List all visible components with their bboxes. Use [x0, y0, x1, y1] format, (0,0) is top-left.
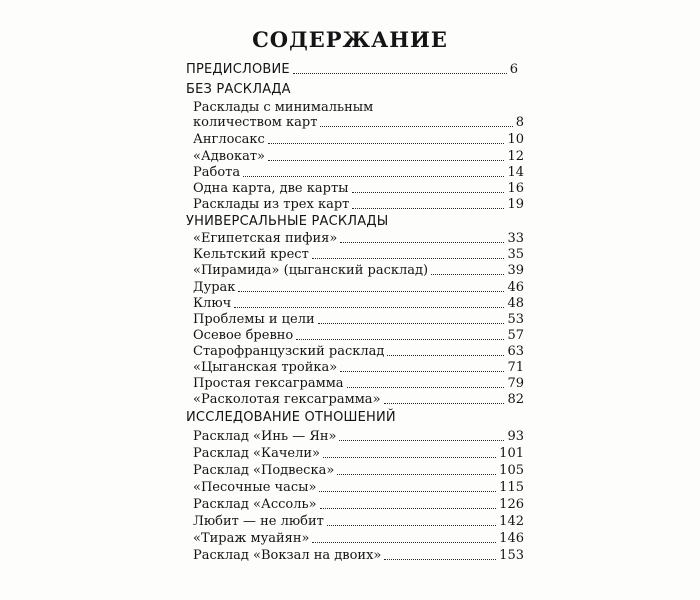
toc-entry-label: Расклад «Ассоль» — [193, 497, 317, 512]
toc-entry-page: 115 — [499, 480, 524, 495]
dot-leader — [243, 176, 504, 177]
toc-entry — [193, 478, 524, 496]
section-heading: УНИВЕРСАЛЬНЫЕ РАСКЛАДЫ — [186, 214, 389, 229]
dot-leader — [234, 307, 504, 308]
toc-entry-label: Любит — не любит — [193, 514, 324, 529]
toc-entry-label: Расклад «Инь — Ян» — [193, 429, 337, 444]
dot-leader — [384, 403, 505, 404]
toc-entry-label: Работа — [193, 165, 241, 180]
toc-entry-label: Проблемы и цели — [193, 312, 315, 327]
dot-leader — [340, 242, 504, 243]
toc-entry-page: 101 — [499, 446, 524, 461]
dot-leader — [352, 208, 504, 209]
toc-entry-page: 6 — [509, 62, 518, 77]
toc-entry — [193, 444, 524, 462]
toc-entry-page: 153 — [499, 548, 524, 563]
toc-entry-page: 53 — [507, 312, 524, 327]
dot-leader — [347, 387, 505, 388]
toc-entry-label: ПРЕДИСЛОВИЕ — [186, 62, 290, 77]
toc-entry-page: 33 — [507, 231, 524, 246]
toc-entry-label: «Тираж муайян» — [193, 531, 310, 546]
dot-leader — [340, 371, 504, 372]
toc-entry — [193, 390, 524, 408]
toc-entry-label: количеством карт — [193, 115, 318, 130]
section-heading: ИССЛЕДОВАНИЕ ОТНОШЕНИЙ — [186, 410, 396, 425]
dot-leader — [296, 339, 504, 340]
toc-entry-page: 126 — [499, 497, 524, 512]
dot-leader — [337, 474, 496, 475]
toc-entry-page: 46 — [507, 280, 524, 295]
dot-leader — [312, 542, 496, 543]
toc-entry-page: 93 — [507, 429, 524, 444]
toc-entry — [193, 461, 524, 479]
dot-leader — [268, 143, 505, 144]
dot-leader — [387, 355, 504, 356]
dot-leader — [293, 73, 507, 74]
toc-entry-label: Расклады из трех карт — [193, 197, 350, 212]
toc-entry-page: 10 — [507, 132, 524, 147]
toc-entry-page: 82 — [507, 392, 524, 407]
page-title: СОДЕРЖАНИЕ — [252, 27, 448, 52]
dot-leader — [318, 323, 505, 324]
toc-entry — [193, 546, 524, 564]
toc-entry-label: Расклад «Вокзал на двоих» — [193, 548, 382, 563]
toc-entry-page: 71 — [507, 360, 524, 375]
toc-entry-label: Простая гексаграмма — [193, 376, 344, 391]
toc-entry-label: Расклад «Качели» — [193, 446, 320, 461]
dot-leader — [320, 508, 497, 509]
toc-entry-page: 14 — [507, 165, 524, 180]
toc-entry-page: 39 — [507, 263, 524, 278]
toc-entry-label: Осевое бревно — [193, 328, 294, 343]
toc-entry-label: «Цыганская тройка» — [193, 360, 338, 375]
toc-entry-label-line1: Расклады с минимальным — [193, 100, 374, 115]
dot-leader — [268, 160, 504, 161]
dot-leader — [431, 274, 504, 275]
toc-entry-label: Старофранцузский расклад — [193, 344, 385, 359]
toc-entry — [193, 529, 524, 547]
toc-entry — [193, 113, 524, 131]
toc-entry — [193, 427, 524, 445]
dot-leader — [323, 457, 496, 458]
toc-entry-preface — [186, 60, 518, 78]
toc-entry — [193, 195, 524, 213]
toc-entry-label: Ключ — [193, 296, 232, 311]
dot-leader — [339, 440, 504, 441]
toc-entry-page: 142 — [499, 514, 524, 529]
toc-entry-page: 105 — [499, 463, 524, 478]
toc-entry — [193, 512, 524, 530]
toc-entry-page: 35 — [507, 247, 524, 262]
toc-entry-label: «Египетская пифия» — [193, 231, 338, 246]
toc-entry-label: Дурак — [193, 280, 236, 295]
toc-entry-label: «Расколотая гексаграмма» — [193, 392, 381, 407]
dot-leader — [384, 559, 496, 560]
toc-entry-page: 146 — [499, 531, 524, 546]
toc-entry-label: «Пирамида» (цыганский расклад) — [193, 263, 429, 278]
dot-leader — [352, 192, 505, 193]
toc-entry — [193, 261, 524, 279]
toc-entry — [193, 495, 524, 513]
toc-entry-page: 57 — [507, 328, 524, 343]
dot-leader — [327, 525, 496, 526]
toc-entry-page: 19 — [507, 197, 524, 212]
section-heading: БЕЗ РАСКЛАДА — [186, 82, 291, 97]
toc-entry-label: Англосакс — [193, 132, 265, 147]
toc-entry-page: 63 — [507, 344, 524, 359]
toc-entry-page: 12 — [507, 149, 524, 164]
toc-entry-label: Кельтский крест — [193, 247, 309, 262]
toc-entry-label: Расклад «Подвеска» — [193, 463, 335, 478]
toc-entry-page: 48 — [507, 296, 524, 311]
toc-entry — [193, 130, 524, 148]
toc-entry-page: 16 — [507, 181, 524, 196]
dot-leader — [319, 491, 496, 492]
dot-leader — [320, 126, 512, 127]
dot-leader — [238, 291, 504, 292]
toc-entry-page: 79 — [507, 376, 524, 391]
dot-leader — [312, 258, 505, 259]
toc-entry-page: 8 — [515, 115, 524, 130]
toc-entry-label: Одна карта, две карты — [193, 181, 349, 196]
toc-entry-label: «Песочные часы» — [193, 480, 317, 495]
toc-entry-label: «Адвокат» — [193, 149, 265, 164]
